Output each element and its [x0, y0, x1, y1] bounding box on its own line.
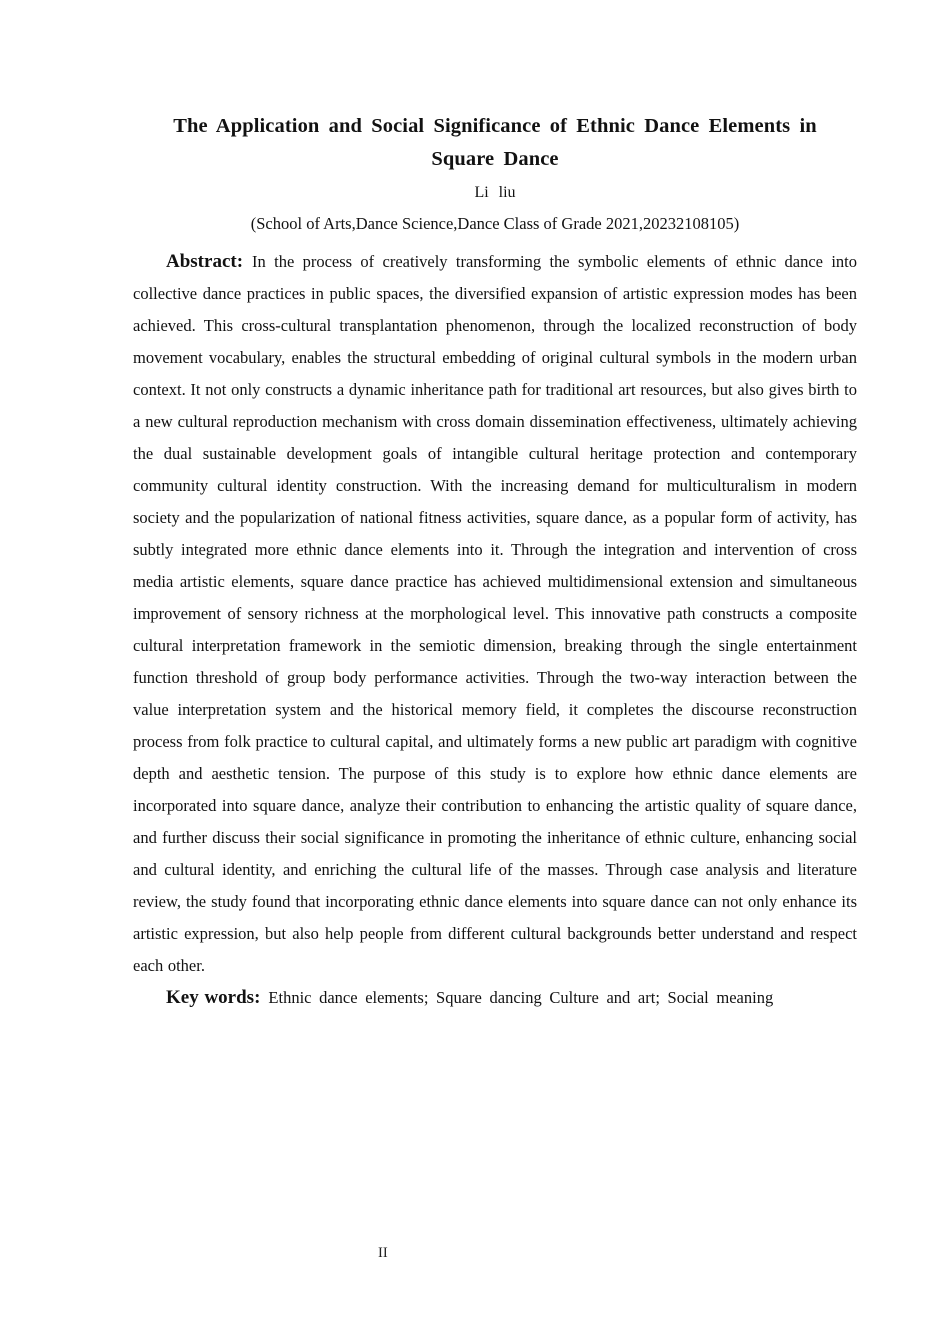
- keywords-text: Ethnic dance elements; Square dancing Culture and art; Social meaning: [268, 988, 774, 1007]
- author-affiliation: (School of Arts,Dance Science,Dance Class of Grade 2021,20232108105): [250, 214, 740, 233]
- paper-title-line1: The Application and Social Significance of Ethnic Dance Elements in: [173, 115, 817, 137]
- page-number: II: [378, 1245, 388, 1261]
- keywords-label: Key words:: [166, 987, 261, 1008]
- keywords-line: [133, 982, 857, 1014]
- abstract-label: Abstract:: [166, 251, 244, 272]
- abstract-text: In the process of creatively transforming the symbolic elements of ethnic dance into collective dance practices in public spaces, the diversified expansion of artistic expression modes has been achieved. This cross-cultural transplantation phenomenon, through the localized reconstruction of body movement vocabulary, enables the structural embedding of original cultural symbols in the modern urban context. It not only constructs a dynamic inheritance path for traditional art resources, but also gives birth to a new cultural reproduction mechanism with cross domain dissemination effectiveness, ultimately achieving the dual sustainable development goals of intangible cultural heritage protection and contemporary community cultural identity construction. With the increasing demand for multiculturalism in modern society and the popularization of national fitness activities, square dance, as a popular form of activity, has subtly integrated more ethnic dance elements into it. Through the integration and intervention of cross media artistic elements, square dance practice has achieved multidimensional extension and simultaneous improvement of sensory richness at the morphological level. This innovative path constructs a composite cultural interpretation framework in the semiotic dimension, breaking through the single entertainment function threshold of group body performance activities. Through the two-way interaction between the value interpretation system and the historical memory field, it completes the discourse reconstruction process from folk practice to cultural capital, and ultimately forms a new public art paradigm with cognitive depth and aesthetic tension. The purpose of this study is to explore how ethnic dance elements are incorporated into square dance, analyze their contribution to enhancing the artistic quality of square dance, and further discuss their social significance in promoting the inheritance of ethnic culture, enhancing social and cultural identity, and enriching the cultural life of the masses. Through case analysis and literature review, the study found that incorporating ethnic dance elements into square dance can not only enhance its artistic expression, but also help people from different cultural backgrounds better understand and respect each other.: [133, 252, 857, 975]
- author-name: Li liu: [474, 184, 516, 201]
- paper-title-line2: Square Dance: [431, 148, 559, 170]
- document-content: [133, 0, 857, 1014]
- abstract-paragraph: [133, 246, 857, 982]
